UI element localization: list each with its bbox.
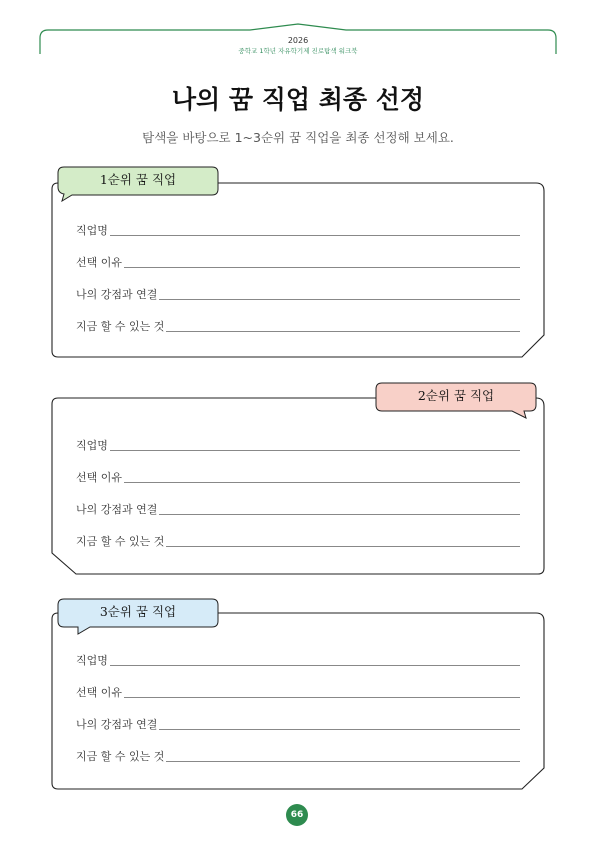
field-job-name[interactable] [76,222,520,238]
field-label: 나의 강점과 연결 [76,288,158,301]
field-job-name[interactable] [76,437,520,453]
header-year: 2026 [287,36,309,45]
field-label: 선택 이유 [76,686,123,699]
field-reason[interactable] [76,254,520,270]
card-rank-1 [50,180,546,360]
tag-rank-3 [56,598,220,626]
field-strength[interactable] [76,716,520,732]
field-strength[interactable] [76,501,520,517]
page-number: 66 [286,804,308,826]
card-frame [50,610,546,792]
tag-rank-2 [374,382,540,410]
field-label: 지금 할 수 있는 것 [76,535,165,548]
page-title: 나의 꿈 직업 최종 선정 [171,85,425,114]
field-strength[interactable] [76,286,520,302]
field-label: 나의 강점과 연결 [76,503,158,516]
field-label: 선택 이유 [76,256,123,269]
field-action[interactable] [76,748,520,764]
field-reason[interactable] [76,684,520,700]
tag-label: 1순위 꿈 직업 [99,172,177,187]
field-label: 선택 이유 [76,471,123,484]
tag-label: 3순위 꿈 직업 [99,604,177,619]
page-subtitle: 탐색을 바탕으로 1~3순위 꿈 직업을 최종 선정해 보세요. [142,130,454,145]
card-frame [50,395,546,577]
field-label: 직업명 [76,654,108,667]
field-label: 지금 할 수 있는 것 [76,320,165,333]
field-label: 직업명 [76,224,108,237]
field-job-name[interactable] [76,652,520,668]
tag-rank-1 [56,166,220,194]
field-action[interactable] [76,533,520,549]
tag-label: 2순위 꿈 직업 [417,388,495,403]
header-subtitle: 중학교 1학년 자유학기제 진로탐색 워크북 [238,47,358,55]
card-rank-3 [50,610,546,792]
field-label: 직업명 [76,439,108,452]
field-reason[interactable] [76,469,520,485]
field-label: 지금 할 수 있는 것 [76,750,165,763]
field-label: 나의 강점과 연결 [76,718,158,731]
card-rank-2 [50,395,546,577]
field-action[interactable] [76,318,520,334]
